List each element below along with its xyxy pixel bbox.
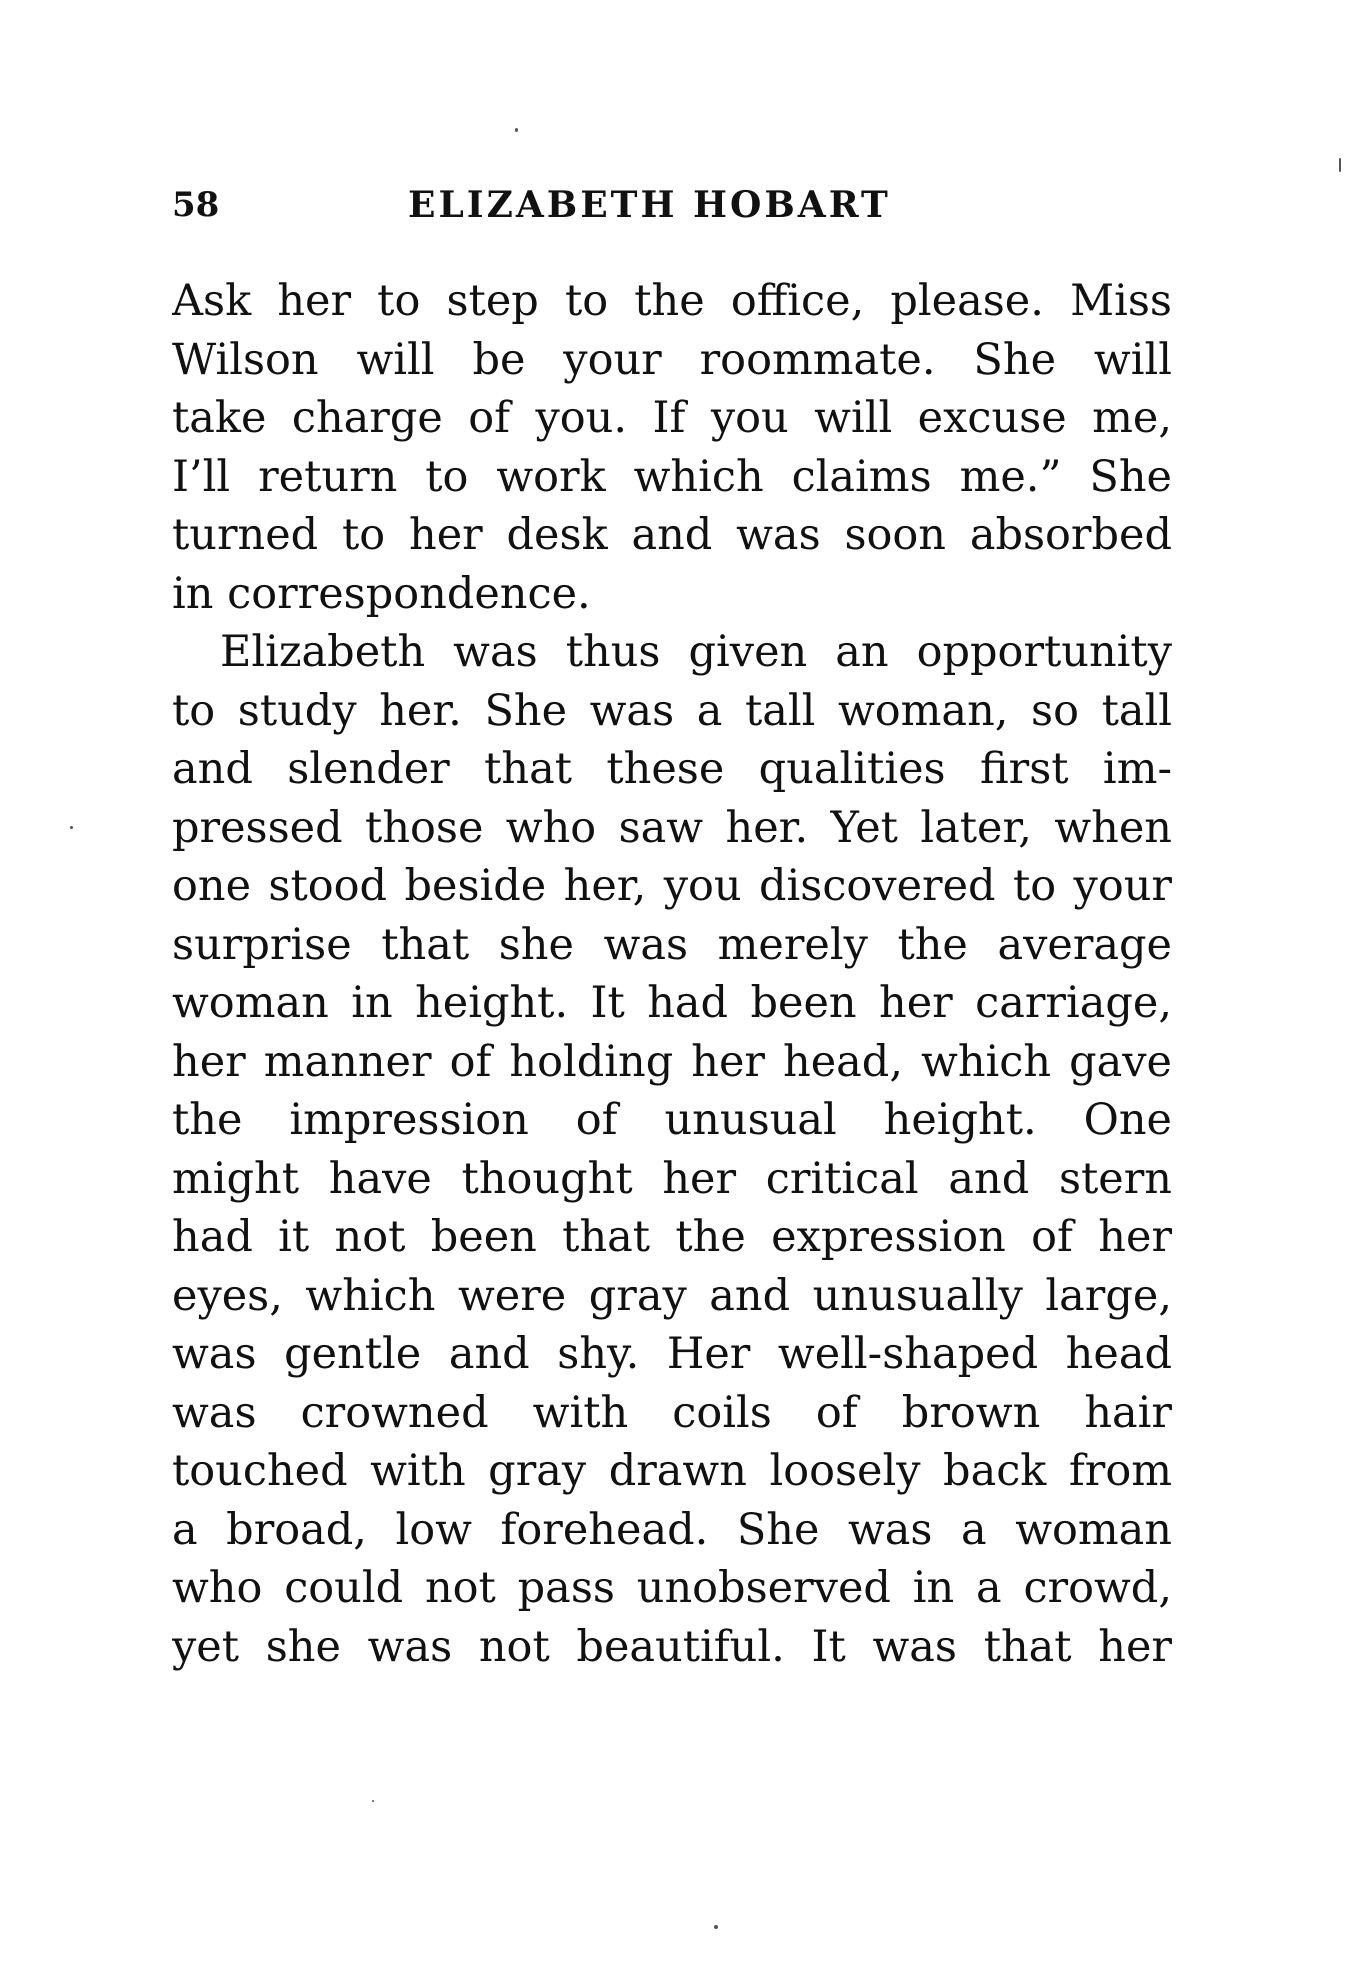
text-line: pressed those who saw her. Yet later, when [172, 802, 1172, 853]
text-line: one stood beside her, you discovered to your [172, 861, 1172, 911]
body-text [172, 272, 1172, 1676]
text-line: to study her. She was a tall woman, so tall [172, 685, 1172, 736]
paragraph [172, 623, 1172, 1676]
scan-speck [70, 826, 73, 829]
scan-speck [1339, 158, 1341, 172]
text-line: might have thought her critical and stern [172, 1153, 1172, 1204]
text-line: take charge of you. If you will excuse me, [172, 393, 1172, 443]
text-line: eyes, which were gray and unusually large, [172, 1270, 1172, 1321]
text-line: yet she was not beautiful. It was that her [172, 1621, 1172, 1672]
text-line: Elizabeth was thus given an opportunity [220, 627, 1172, 677]
text-line: surprise that she was merely the average [172, 919, 1172, 970]
text-line: her manner of holding her head, which gave [172, 1036, 1172, 1087]
text-line: and slender that these qualities first im- [172, 744, 1172, 794]
scan-speck [714, 1925, 718, 1929]
running-head [172, 180, 1172, 230]
text-line: in correspondence. [172, 568, 591, 619]
paragraph [172, 272, 1172, 623]
text-line: the impression of unusual height. One [172, 1095, 1172, 1145]
book-title: ELIZABETH HOBART [408, 184, 891, 226]
page-number: 58 [172, 185, 220, 225]
text-line: had it not been that the expression of her [172, 1212, 1172, 1262]
text-line: touched with gray drawn loosely back from [172, 1446, 1172, 1496]
scan-speck [372, 1800, 374, 1802]
text-line: Wilson will be your roommate. She will [172, 334, 1172, 385]
text-line: woman in height. It had been her carriage, [172, 978, 1172, 1028]
scan-speck [515, 128, 518, 132]
text-line: who could not pass unobserved in a crowd, [172, 1563, 1172, 1613]
text-line: a broad, low forehead. She was a woman [172, 1504, 1172, 1555]
text-line: turned to her desk and was soon absorbed [172, 510, 1172, 560]
text-line: Ask her to step to the office, please. Miss [172, 276, 1172, 326]
text-line: was crowned with coils of brown hair [172, 1387, 1172, 1438]
text-line: was gentle and shy. Her well-shaped head [172, 1329, 1172, 1379]
text-line: I’ll return to work which claims me.” She [172, 451, 1172, 502]
